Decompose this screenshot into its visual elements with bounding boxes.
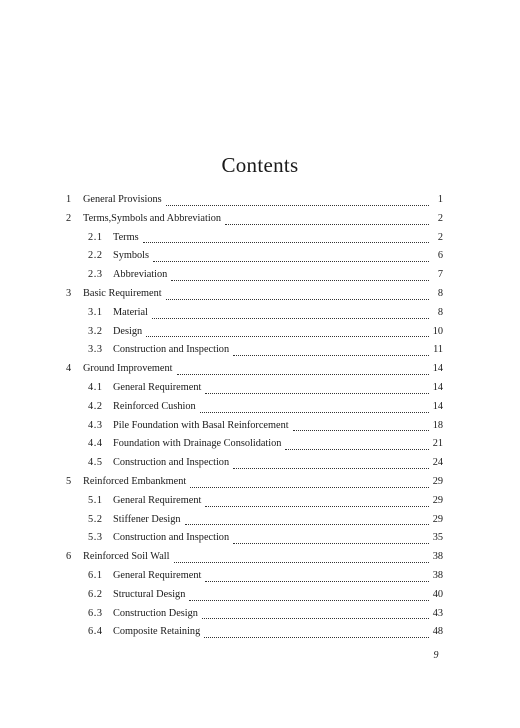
toc-entry-page: 11 bbox=[433, 344, 443, 356]
toc-entry-number: 4.2 bbox=[88, 400, 103, 412]
toc-entry-title: Ground Improvement bbox=[83, 363, 173, 375]
toc-entry-number: 3.2 bbox=[88, 325, 103, 337]
toc-entry-page: 2 bbox=[437, 212, 443, 224]
toc-chapter-entry bbox=[66, 363, 443, 382]
toc-entry-title: Material bbox=[113, 306, 148, 318]
toc-entry-title: Design bbox=[113, 325, 143, 337]
toc-entry-number: 6.4 bbox=[88, 626, 103, 638]
toc-entry-page: 18 bbox=[432, 419, 443, 431]
toc-entry-number: 2.3 bbox=[88, 269, 103, 281]
toc-section-entry bbox=[66, 382, 443, 401]
toc-entry-number: 4 bbox=[66, 363, 72, 375]
toc-section-entry bbox=[66, 420, 443, 439]
dot-leader bbox=[205, 393, 428, 394]
dot-leader bbox=[202, 618, 429, 619]
toc-entry-title: Construction Design bbox=[113, 607, 198, 619]
toc-entry-number: 4.1 bbox=[88, 381, 103, 393]
toc-section-entry bbox=[66, 589, 443, 608]
toc-entry-title: General Requirement bbox=[113, 569, 202, 581]
toc-section-entry bbox=[66, 608, 443, 627]
dot-leader bbox=[204, 637, 428, 638]
toc-chapter-entry bbox=[66, 476, 443, 495]
dot-leader bbox=[205, 581, 428, 582]
dot-leader bbox=[174, 562, 429, 563]
toc-entry-title: Structural Design bbox=[113, 588, 186, 600]
toc-entry-title: Terms,Symbols and Abbreviation bbox=[83, 212, 221, 224]
toc-chapter-entry bbox=[66, 213, 443, 232]
toc-entry-title: Symbols bbox=[113, 250, 150, 262]
toc-entry-number: 5.3 bbox=[88, 532, 103, 544]
toc-entry-number: 4.4 bbox=[88, 438, 103, 450]
toc-entry-page: 48 bbox=[432, 626, 443, 638]
toc-section-entry bbox=[66, 344, 443, 363]
dot-leader bbox=[285, 449, 428, 450]
dot-leader bbox=[189, 600, 428, 601]
page-title: Contents bbox=[221, 153, 299, 177]
toc-entry-page: 29 bbox=[432, 494, 443, 506]
toc-entry-page: 43 bbox=[432, 607, 443, 619]
toc-entry-page: 40 bbox=[432, 588, 443, 600]
dot-leader bbox=[205, 506, 428, 507]
toc-entry-number: 2.1 bbox=[88, 231, 103, 243]
toc-entry-number: 6.1 bbox=[88, 569, 103, 581]
dot-leader bbox=[225, 224, 429, 225]
toc-entry-title: General Requirement bbox=[113, 381, 202, 393]
toc-section-entry bbox=[66, 232, 443, 251]
toc-entry-title: Terms bbox=[113, 231, 139, 243]
dot-leader bbox=[177, 374, 429, 375]
toc-section-entry bbox=[66, 438, 443, 457]
toc-section-entry bbox=[66, 269, 443, 288]
toc-entry-page: 2 bbox=[437, 231, 443, 243]
toc-entry-title: Pile Foundation with Basal Reinforcement bbox=[113, 419, 289, 431]
toc-entry-title: Construction and Inspection bbox=[113, 457, 230, 469]
toc-entry-title: Construction and Inspection bbox=[113, 344, 230, 356]
toc-entry-number: 6 bbox=[66, 551, 72, 563]
toc-entry-title: Reinforced Cushion bbox=[113, 400, 196, 412]
toc-entry-number: 5.2 bbox=[88, 513, 103, 525]
toc-entry-page: 1 bbox=[437, 194, 443, 205]
dot-leader bbox=[200, 412, 429, 413]
toc-entry-title: Abbreviation bbox=[113, 269, 168, 281]
toc-entry-page: 10 bbox=[432, 325, 443, 337]
toc-entry-page: 6 bbox=[437, 250, 443, 262]
dot-leader bbox=[143, 242, 429, 243]
toc-entry-number: 4.5 bbox=[88, 457, 103, 469]
toc-entry-page: 14 bbox=[432, 381, 443, 393]
dot-leader bbox=[171, 280, 429, 281]
toc-chapter-entry bbox=[66, 194, 443, 213]
toc-section-entry bbox=[66, 307, 443, 326]
toc-entry-number: 3 bbox=[66, 287, 72, 299]
toc-entry-number: 1 bbox=[66, 194, 72, 205]
toc-entry-title: General Requirement bbox=[113, 494, 202, 506]
toc-entry-number: 4.3 bbox=[88, 419, 103, 431]
dot-leader bbox=[233, 468, 429, 469]
toc-chapter-entry bbox=[66, 288, 443, 307]
toc-entry-page: 21 bbox=[432, 438, 443, 450]
toc-entry-page: 35 bbox=[432, 532, 443, 544]
table-of-contents bbox=[66, 194, 443, 645]
toc-section-entry bbox=[66, 626, 443, 645]
toc-entry-number: 5 bbox=[66, 475, 72, 487]
toc-entry-number: 3.1 bbox=[88, 306, 103, 318]
page-number: 9 bbox=[433, 650, 439, 661]
dot-leader bbox=[293, 430, 429, 431]
toc-entry-number: 2 bbox=[66, 212, 72, 224]
toc-entry-title: Construction and Inspection bbox=[113, 532, 230, 544]
dot-leader bbox=[152, 318, 429, 319]
dot-leader bbox=[185, 524, 429, 525]
toc-entry-page: 24 bbox=[432, 457, 443, 469]
toc-entry-title: Reinforced Soil Wall bbox=[83, 551, 170, 563]
toc-entry-title: Foundation with Drainage Consolidation bbox=[113, 438, 282, 450]
toc-entry-page: 14 bbox=[432, 363, 443, 375]
dot-leader bbox=[190, 487, 428, 488]
toc-section-entry bbox=[66, 495, 443, 514]
toc-entry-number: 5.1 bbox=[88, 494, 103, 506]
toc-section-entry bbox=[66, 401, 443, 420]
toc-section-entry bbox=[66, 514, 443, 533]
toc-entry-title: Composite Retaining bbox=[113, 626, 201, 638]
toc-entry-page: 8 bbox=[437, 287, 443, 299]
toc-section-entry bbox=[66, 570, 443, 589]
toc-entry-number: 6.3 bbox=[88, 607, 103, 619]
toc-entry-title: Basic Requirement bbox=[83, 287, 162, 299]
toc-entry-page: 7 bbox=[437, 269, 443, 281]
toc-section-entry bbox=[66, 532, 443, 551]
toc-chapter-entry bbox=[66, 551, 443, 570]
dot-leader bbox=[233, 543, 429, 544]
toc-entry-number: 6.2 bbox=[88, 588, 103, 600]
dot-leader bbox=[233, 355, 429, 356]
toc-section-entry bbox=[66, 250, 443, 269]
toc-entry-page: 8 bbox=[437, 306, 443, 318]
toc-entry-number: 2.2 bbox=[88, 250, 103, 262]
toc-entry-page: 29 bbox=[432, 475, 443, 487]
toc-entry-page: 38 bbox=[432, 569, 443, 581]
toc-entry-page: 38 bbox=[432, 551, 443, 563]
toc-section-entry bbox=[66, 326, 443, 345]
toc-entry-title: Reinforced Embankment bbox=[83, 475, 187, 487]
dot-leader bbox=[166, 205, 429, 206]
toc-entry-number: 3.3 bbox=[88, 344, 103, 356]
toc-entry-title: Stiffener Design bbox=[113, 513, 181, 525]
dot-leader bbox=[146, 336, 429, 337]
dot-leader bbox=[153, 261, 429, 262]
dot-leader bbox=[166, 299, 429, 300]
toc-entry-page: 29 bbox=[432, 513, 443, 525]
toc-entry-title: General Provisions bbox=[83, 194, 162, 205]
toc-entry-page: 14 bbox=[432, 400, 443, 412]
toc-section-entry bbox=[66, 457, 443, 476]
